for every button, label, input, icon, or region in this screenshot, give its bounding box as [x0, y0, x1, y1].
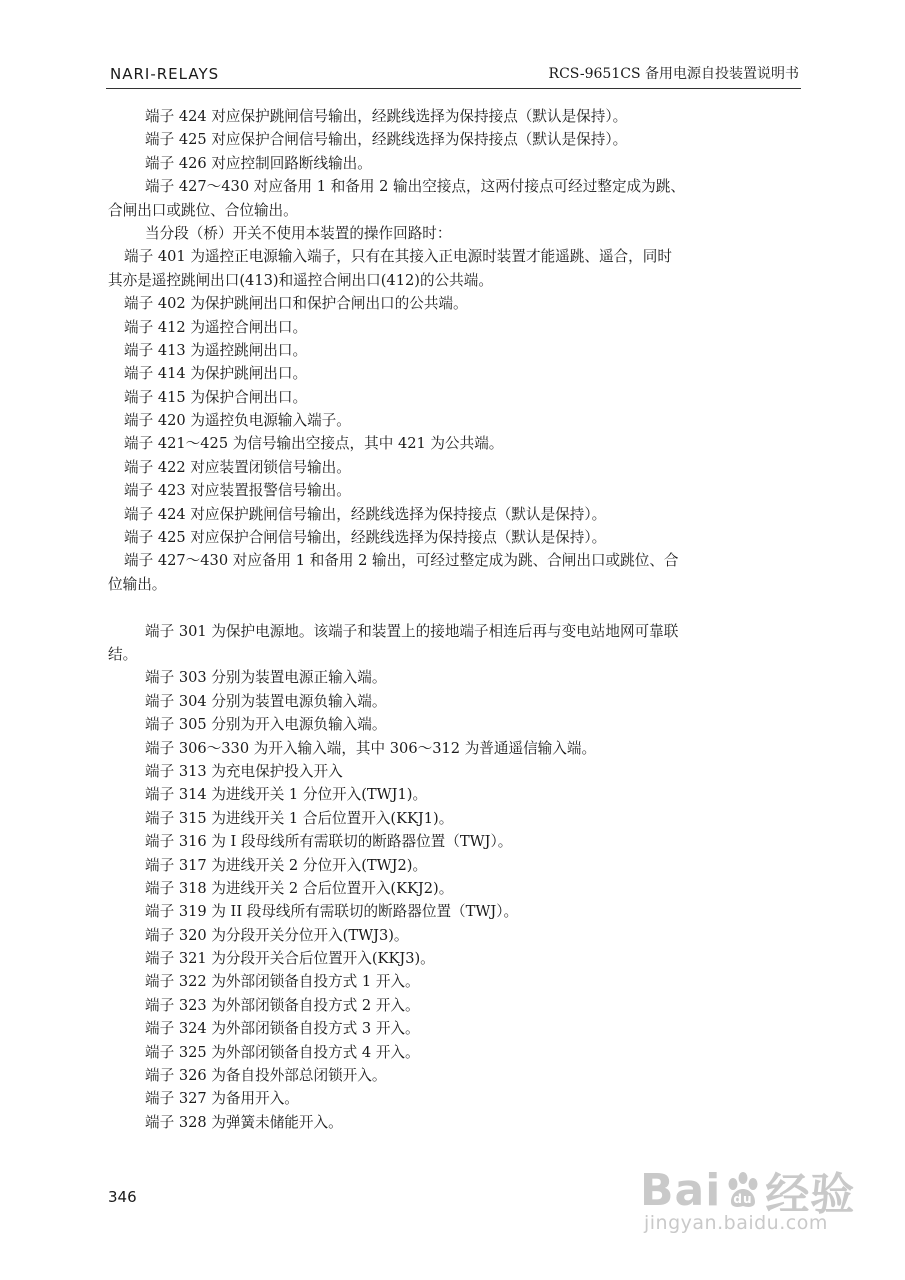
- paragraph-line: 端子 414 为保护跳闸出口。: [124, 365, 308, 383]
- paragraph-line: 端子 313 为充电保护投入开入: [145, 762, 343, 780]
- paragraph-line: 端子 325 为外部闭锁备自投方式 4 开入。: [145, 1043, 420, 1061]
- paragraph-line: 端子 321 为分段开关合后位置开入(KKJ3)。: [145, 950, 435, 968]
- paragraph-line: 端子 304 分别为装置电源负输入端。: [145, 692, 387, 710]
- paragraph-line: 端子 420 为遥控负电源输入端子。: [124, 412, 351, 430]
- paragraph-line: 端子 422 对应装置闭锁信号输出。: [124, 458, 351, 476]
- paragraph-line: 端子 315 为进线开关 1 合后位置开入(KKJ1)。: [145, 809, 454, 827]
- watermark: [640, 1148, 870, 1248]
- paragraph-line: 端子 426 对应控制回路断线输出。: [145, 154, 372, 172]
- paragraph-line: 端子 427～430 对应备用 1 和备用 2 输出，可经过整定成为跳、合闸出口或跳位、合: [124, 552, 679, 570]
- paragraph-line: 端子 320 为分段开关分位开入(TWJ3)。: [145, 926, 409, 944]
- paragraph-line: 端子 402 为保护跳闸出口和保护合闸出口的公共端。: [124, 295, 468, 313]
- page-header: [106, 62, 801, 89]
- paragraph-line: 端子 423 对应装置报警信号输出。: [124, 482, 351, 500]
- paragraph-line: 端子 318 为进线开关 2 合后位置开入(KKJ2)。: [145, 879, 454, 897]
- paragraph-line: 端子 413 为遥控跳闸出口。: [124, 341, 308, 359]
- paragraph-line: 端子 324 为外部闭锁备自投方式 3 开入。: [145, 1020, 420, 1038]
- paragraph-line: 端子 306～330 为开入输入端，其中 306～312 为普通遥信输入端。: [145, 739, 597, 757]
- paragraph-line: 结。: [108, 645, 138, 663]
- page-number: 346: [108, 1188, 137, 1206]
- header-brand: NARI-RELAYS: [110, 65, 220, 83]
- svg-text:du: du: [733, 1192, 753, 1206]
- paragraph-line: 端子 326 为备自投外部总闭锁开入。: [145, 1067, 387, 1085]
- paragraph-line: 端子 415 为保护合闸出口。: [124, 388, 308, 406]
- paragraph-line: 端子 327 为备用开入。: [145, 1090, 299, 1108]
- paragraph-line: 端子 301 为保护电源地。该端子和装置上的接地端子相连后再与变电站地网可靠联: [145, 622, 679, 640]
- paragraph-line: 端子 314 为进线开关 1 分位开入(TWJ1)。: [145, 786, 428, 804]
- paragraph-line: 合闸出口或跳位、合位输出。: [108, 201, 298, 219]
- paragraph-line: 端子 424 对应保护跳闸信号输出，经跳线选择为保持接点（默认是保持）。: [124, 505, 607, 523]
- paragraph-line: 端子 303 分别为装置电源正输入端。: [145, 669, 387, 687]
- paragraph-line: 端子 425 对应保护合闸信号输出，经跳线选择为保持接点（默认是保持）。: [124, 529, 607, 547]
- paragraph-line: 端子 421～425 为信号输出空接点，其中 421 为公共端。: [124, 435, 504, 453]
- paragraph-line: 端子 412 为遥控合闸出口。: [124, 318, 308, 336]
- paragraph-line: 位输出。: [108, 575, 167, 593]
- watermark-url: jingyan.baidu.com: [644, 1212, 828, 1234]
- baidu-paw-icon: [723, 1170, 763, 1210]
- watermark-brand-text: Bai: [640, 1164, 722, 1216]
- header-document-title: RCS-9651CS 备用电源自投装置说明书: [548, 66, 799, 82]
- blank-line: [108, 596, 798, 619]
- paragraph-line: 端子 328 为弹簧未储能开入。: [145, 1113, 343, 1131]
- paragraph-line: 端子 323 为外部闭锁备自投方式 2 开入。: [145, 996, 420, 1014]
- watermark-brand-text-cn: 经验: [765, 1169, 856, 1220]
- paragraph-line: 端子 317 为进线开关 2 分位开入(TWJ2)。: [145, 856, 428, 874]
- paragraph-line: 端子 305 分别为开入电源负输入端。: [145, 716, 387, 734]
- paragraph-line: 端子 322 为外部闭锁备自投方式 1 开入。: [145, 973, 420, 991]
- document-body: [108, 105, 798, 1134]
- paragraph-line: 端子 425 对应保护合闸信号输出，经跳线选择为保持接点（默认是保持）。: [145, 131, 628, 149]
- paragraph-line: 端子 427～430 对应备用 1 和备用 2 输出空接点，这两付接点可经过整定成为跳、: [145, 178, 685, 196]
- paragraph-line: 端子 319 为 II 段母线所有需联切的断路器位置（TWJ）。: [145, 903, 519, 921]
- paragraph-line: 当分段（桥）开关不使用本装置的操作回路时：: [145, 224, 452, 242]
- paragraph-line: 端子 316 为 I 段母线所有需联切的断路器位置（TWJ）。: [145, 833, 513, 851]
- paragraph-line: 端子 424 对应保护跳闸信号输出，经跳线选择为保持接点（默认是保持）。: [145, 108, 628, 125]
- paragraph-line: 其亦是遥控跳闸出口(413)和遥控合闸出口(412)的公共端。: [108, 271, 493, 289]
- paragraph-line: 端子 401 为遥控正电源输入端子，只有在其接入正电源时装置才能遥跳、遥合，同时: [124, 248, 672, 266]
